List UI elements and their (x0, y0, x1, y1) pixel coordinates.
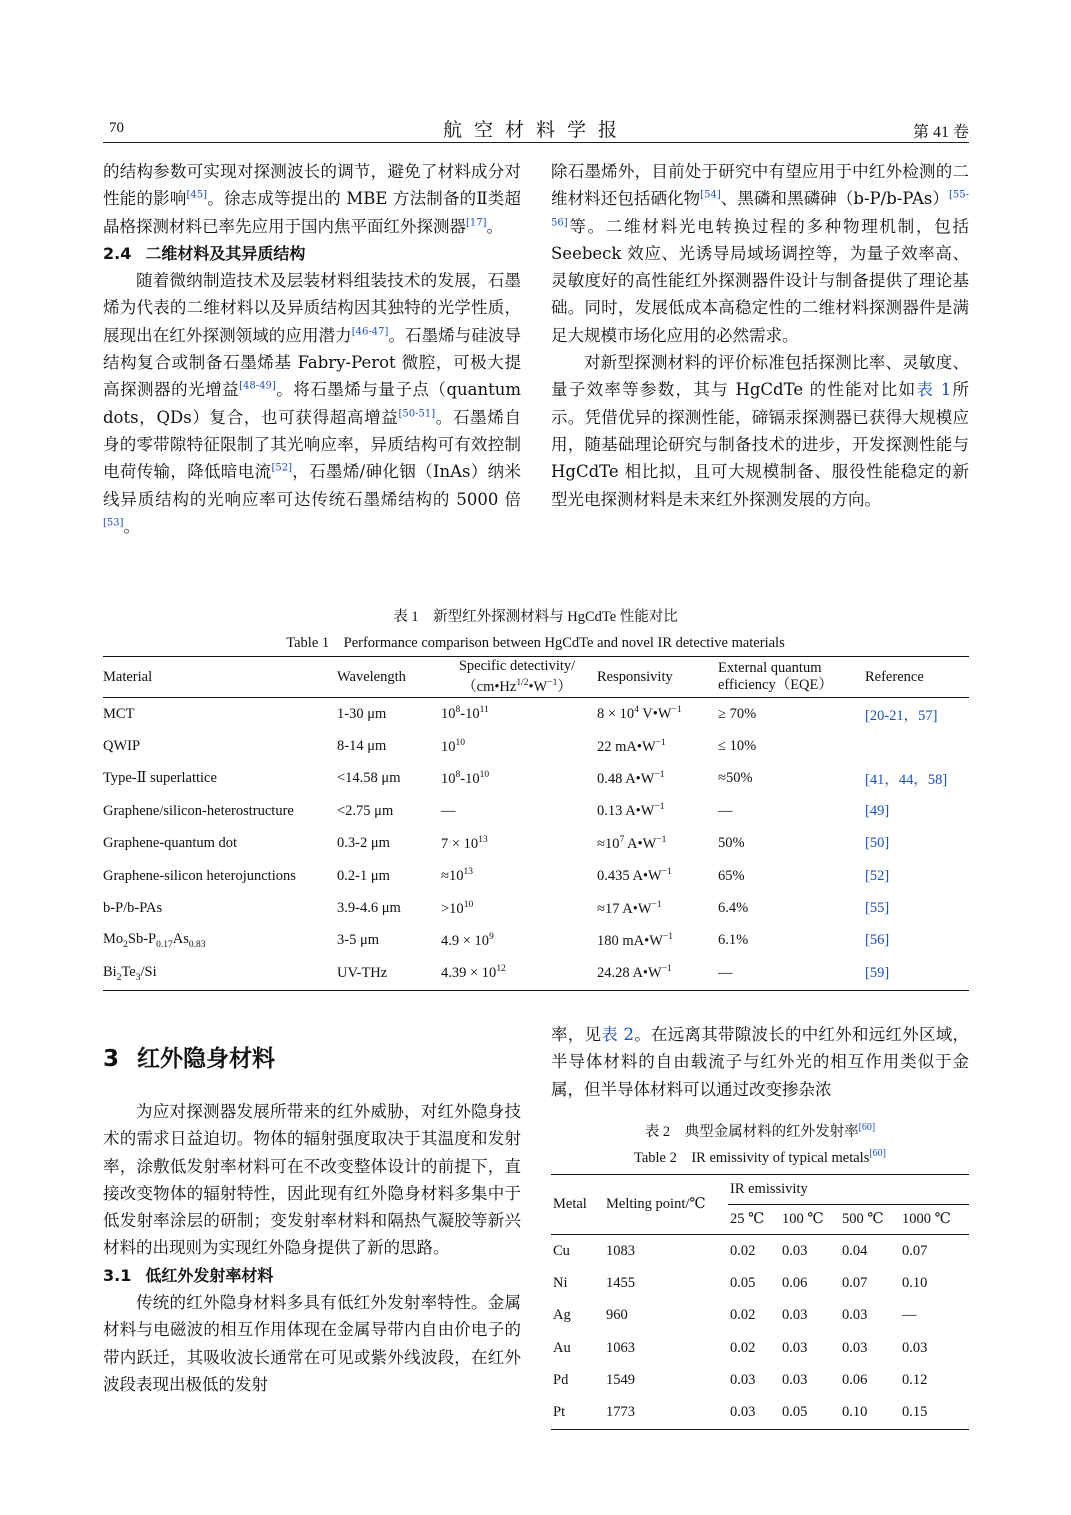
citation-link[interactable]: [52] (271, 462, 292, 474)
col-eqe: External quantum efficiency（EQE） (718, 657, 865, 698)
cell-e500: 0.10 (842, 1404, 868, 1421)
cell-wavelength: 3-5 μm (337, 932, 380, 949)
cell-responsivity: $\approx 10^7$ $A•W^{-1}$ (597, 834, 667, 852)
left-column-top (103, 158, 521, 540)
cell-e100: 0.03 (782, 1307, 808, 1324)
cell-e500: 0.03 (842, 1307, 868, 1324)
cell-wavelength: <14.58 μm (337, 770, 401, 787)
cell-reference-link (865, 730, 969, 762)
cell-responsivity: 0.48 $A•W^{-1}$ (597, 770, 665, 787)
table-row (103, 860, 969, 892)
cell-reference-link[interactable]: [41，44，58] (865, 772, 948, 789)
cell-responsivity: 0.435 $A•W^{-1}$ (597, 867, 672, 885)
citation-link[interactable]: [46-47] (351, 326, 389, 338)
cell-reference-link[interactable]: [55] (865, 900, 890, 917)
cell-material: Graphene-silicon heterojunctions (103, 867, 296, 884)
cell-e1000: 0.03 (902, 1339, 928, 1356)
col-responsivity: Responsivity (597, 657, 718, 698)
col-500c: 500 ℃ (840, 1205, 900, 1235)
citation-link[interactable]: [55-56] (551, 189, 969, 229)
col-25c: 25 ℃ (728, 1205, 780, 1235)
citation-link[interactable]: [50-51] (398, 408, 436, 420)
paragraph: 除石墨烯外，目前处于研究中有望应用于中红外检测的二维材料还包括硒化物[54]、黑磷和黑磷砷（b-P/b-PAs）[55-56]等。二维材料光电转换过程的多种物理机制，包括 Seebeck 效应、光诱导局域场调控等，为量子效率高、灵敏度好的高性能红外探测器件设计与制备提供了理论基础。同时，发展低成本高稳定性的二维材料探测器件是满足大规模市场化应用的必然需求。 (551, 162, 969, 345)
subsection-heading: 3.1 低红外发射率材料 (103, 1265, 274, 1285)
cell-reference-link[interactable]: [50] (865, 835, 890, 852)
citation-link[interactable]: [45] (186, 189, 208, 201)
cell-e1000: 0.15 (902, 1404, 928, 1421)
cell-e25: 0.03 (730, 1404, 756, 1421)
cell-mp: 1773 (606, 1404, 635, 1421)
col-100c: 100 ℃ (780, 1205, 840, 1235)
cell-e100: 0.05 (782, 1404, 808, 1421)
table-2-caption-cn: 表 2 典型金属材料的红外发射率[60] (644, 1122, 876, 1140)
table-row (551, 1267, 969, 1299)
citation-link[interactable]: [54] (700, 189, 721, 201)
cell-e500: 0.06 (842, 1371, 868, 1388)
citation-link[interactable]: [48-49] (239, 380, 276, 392)
cell-wavelength: UV-THz (337, 964, 388, 981)
citation-link[interactable]: [60] (858, 1122, 876, 1134)
section-heading: 3 红外隐身材料 (103, 1046, 276, 1072)
col-ir-emissivity: IR emissivity (728, 1175, 969, 1205)
journal-title: 航空材料学报 (442, 120, 629, 141)
col-melting-point: Melting point/℃ (604, 1175, 728, 1235)
table-row (103, 763, 969, 795)
cell-detectivity: $\approx 10^{13}$ (441, 867, 473, 885)
cell-e1000: — (902, 1307, 917, 1324)
cell-eqe: 6.1% (718, 932, 749, 949)
table-row (103, 730, 969, 762)
cell-wavelength: 3.9-4.6 μm (337, 900, 401, 917)
cell-detectivity: $10^{10}$ (441, 737, 465, 755)
volume-label: 第 41 卷 (912, 124, 969, 141)
cell-metal: Ni (553, 1274, 568, 1291)
cell-responsivity: ≈17 $A•W^{-1}$ (597, 899, 662, 917)
cell-e1000: 0.12 (902, 1371, 928, 1388)
cell-reference-link[interactable]: [59] (865, 964, 890, 981)
left-column-bottom (103, 1098, 521, 1398)
cell-reference-link[interactable]: [20-21，57] (865, 707, 938, 724)
cell-eqe: 65% (718, 867, 745, 884)
col-1000c: 1000 ℃ (900, 1205, 969, 1235)
cell-e25: 0.02 (730, 1339, 756, 1356)
cell-detectivity: $10^8-10^{10}$ (441, 770, 490, 787)
cell-material: b-P/b-PAs (103, 900, 163, 917)
cell-material: $Bi_2Te_3/Si$ (103, 963, 157, 983)
paragraph: 传统的红外隐身材料多具有低红外发射率特性。金属材料与电磁波的相互作用体现在金属导带内自由价电子的带内跃迁，其吸收波长通常在可见或紫外线波段，在红外波段表现出极低的发射 (103, 1293, 521, 1394)
cell-detectivity: $7 \times 10^{13}$ (441, 834, 488, 852)
cell-detectivity: $4.9 \times 10^9$ (441, 932, 494, 949)
cell-responsivity: 22 $mA•W^{-1}$ (597, 737, 666, 755)
table-row (103, 925, 969, 957)
table-2-link[interactable]: 表 2 (601, 1025, 634, 1044)
cell-e500: 0.07 (842, 1274, 868, 1291)
cell-e25: 0.02 (730, 1307, 756, 1324)
right-column-bottom (551, 1021, 969, 1103)
table-1-caption-cn: 表 1 新型红外探测材料与 HgCdTe 性能对比 (393, 609, 678, 625)
cell-eqe: — (718, 802, 733, 819)
table-1-caption-en: Table 1 Performance comparison between HgCdTe and novel IR detective materials (286, 635, 785, 651)
cell-detectivity: $4.39 \times 10^{12}$ (441, 964, 506, 982)
cell-material: Graphene/silicon-heterostructure (103, 802, 294, 819)
cell-eqe: 6.4% (718, 900, 749, 917)
col-detectivity: Specific detectivity/ $(cm•Hz^{1/2}•W^{-1})$ (441, 657, 597, 698)
cell-mp: 1063 (606, 1339, 635, 1356)
citation-link[interactable]: [53] (103, 517, 124, 529)
cell-e1000: 0.10 (902, 1274, 928, 1291)
table-1 (103, 656, 969, 991)
cell-material: Type-Ⅱ superlattice (103, 770, 217, 787)
cell-material: $Mo_2Sb-P_{0.17}As_{0.83}$ (103, 931, 206, 951)
table-row (103, 828, 969, 860)
cell-e100: 0.03 (782, 1339, 808, 1356)
cell-eqe: ≤ 10% (718, 738, 757, 755)
cell-mp: 960 (606, 1307, 628, 1324)
col-wavelength: Wavelength (337, 657, 441, 698)
cell-mp: 1549 (606, 1371, 635, 1388)
right-column-top (551, 158, 969, 513)
cell-e500: 0.04 (842, 1242, 868, 1259)
cell-detectivity: — (441, 802, 456, 819)
cell-wavelength: 8-14 μm (337, 738, 387, 755)
cell-e1000: 0.07 (902, 1242, 928, 1259)
citation-link[interactable]: [17] (466, 217, 487, 229)
cell-material: Graphene-quantum dot (103, 835, 238, 852)
col-reference: Reference (865, 657, 969, 698)
citation-link[interactable]: [60] (869, 1148, 887, 1160)
table-header-row (551, 1175, 969, 1205)
cell-eqe: 50% (718, 835, 745, 852)
table-row (551, 1364, 969, 1396)
cell-metal: Pd (553, 1371, 569, 1388)
table-2-caption-en: Table 2 IR emissivity of typical metals[60] (633, 1148, 887, 1166)
cell-eqe: — (718, 964, 733, 981)
cell-responsivity: 24.28 $A•W^{-1}$ (597, 964, 672, 982)
cell-reference-link[interactable]: [49] (865, 802, 890, 819)
cell-wavelength: 1-30 μm (337, 705, 387, 722)
cell-eqe: ≥ 70% (718, 705, 757, 722)
cell-metal: Pt (553, 1404, 566, 1421)
cell-metal: Ag (553, 1307, 571, 1324)
paragraph: 随着微纳制造技术及层装材料组装技术的发展，石墨烯为代表的二维材料以及异质结构因其独特的光学性质，展现出在红外探测领域的应用潜力[46-47]。石墨烯与硅波导结构复合或制备石墨烯基 Fabry-Perot 微腔，可极大提高探测器的光增益[48-49]。将石墨烯与量子点（quantum dots，QDs）复合，也可获得超高增益[50-51]。石墨烯自身的零带隙特征限制了其光响应率，异质结构可有效控制电荷传输，降低暗电流[52]，石墨烯/砷化铟（InAs）纳米线异质结构的光响应率可达传统石墨烯结构的 5000 倍[53]。 (103, 271, 522, 536)
table-row (103, 795, 969, 827)
paragraph: 对新型探测材料的评价标准包括探测比率、灵敏度、量子效率等参数，其与 HgCdTe 的性能对比如表 1所示。凭借优异的探测性能，碲镉汞探测器已获得大规模应用，随基础理论研究与制备技术的进步，开发探测性能与 HgCdTe 相比拟，且可大规模制备、服役性能稳定的新型光电探测材料是未来红外探测发展的方向。 (551, 353, 969, 509)
cell-metal: Au (553, 1339, 571, 1356)
table-row (103, 957, 969, 990)
cell-reference-link[interactable]: [52] (865, 867, 890, 884)
running-header (103, 112, 969, 143)
table-row (103, 892, 969, 924)
cell-e25: 0.02 (730, 1242, 756, 1259)
cell-material: QWIP (103, 738, 141, 755)
cell-e500: 0.03 (842, 1339, 868, 1356)
col-material: Material (103, 657, 337, 698)
cell-detectivity: $10^8-10^{11}$ (441, 705, 489, 723)
table-row (103, 698, 969, 731)
table-row (551, 1300, 969, 1332)
paragraph: 率，见表 2。在远离其带隙波长的中红外和远红外区域，半导体材料的自由载流子与红外光的相互作用类似于金属，但半导体材料可以通过改变掺杂浓 (551, 1025, 969, 1099)
cell-mp: 1455 (606, 1274, 635, 1291)
cell-mp: 1083 (606, 1242, 635, 1259)
table-1-link[interactable]: 表 1 (916, 380, 952, 400)
cell-responsivity: 0.13 $A•W^{-1}$ (597, 802, 665, 820)
cell-wavelength: 0.3-2 μm (337, 835, 390, 852)
col-metal: Metal (551, 1175, 604, 1235)
cell-reference-link[interactable]: [56] (865, 932, 890, 949)
paragraph: 的结构参数可实现对探测波长的调节，避免了材料成分对性能的影响[45]。徐志成等提出的 MBE 方法制备的Ⅱ类超晶格探测材料已率先应用于国内焦平面红外探测器[17]。 (103, 162, 522, 236)
table-header-row (103, 657, 969, 698)
table-2 (551, 1174, 969, 1430)
cell-responsivity: $8 \times 10^4$ $V•W^{-1}$ (597, 705, 682, 723)
cell-eqe: ≈50% (718, 770, 753, 787)
cell-e25: 0.03 (730, 1371, 756, 1388)
cell-detectivity: $>10^{10}$ (441, 899, 474, 917)
table-row (551, 1332, 969, 1364)
cell-e100: 0.06 (782, 1274, 808, 1291)
cell-responsivity: 180 $mA•W^{-1}$ (597, 932, 673, 949)
table-row (551, 1396, 969, 1429)
cell-metal: Cu (553, 1242, 570, 1259)
cell-e100: 0.03 (782, 1242, 808, 1259)
cell-material: MCT (103, 705, 135, 722)
paragraph: 为应对探测器发展所带来的红外威胁，对红外隐身技术的需求日益迫切。物体的辐射强度取决于其温度和发射率，涂敷低发射率材料可在不改变整体设计的前提下，直接改变物体的辐射特性，因此现有红外隐身材料多集中于低发射率涂层的研制；变发射率材料和隔热气凝胶等新兴材料的出现则为实现红外隐身提供了新的思路。 (103, 1102, 521, 1258)
table-row (551, 1235, 969, 1268)
cell-wavelength: <2.75 μm (337, 802, 394, 819)
cell-wavelength: 0.2-1 μm (337, 867, 390, 884)
subsection-heading: 2.4 二维材料及其异质结构 (103, 243, 306, 263)
cell-e100: 0.03 (782, 1371, 808, 1388)
cell-e25: 0.05 (730, 1274, 756, 1291)
page-number: 70 (109, 120, 124, 136)
